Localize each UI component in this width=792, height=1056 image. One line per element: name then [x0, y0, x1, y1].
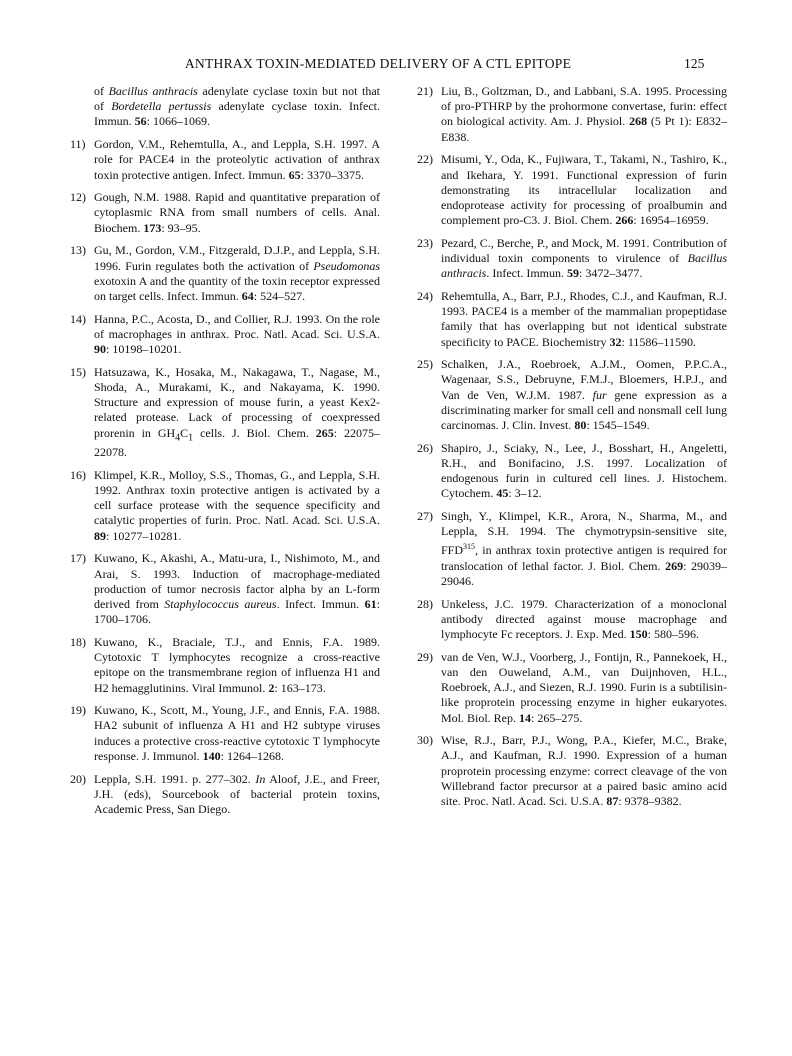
page-number: 125: [684, 56, 705, 71]
reference-column-right: [417, 84, 727, 817]
reference-item: 21) Liu, B., Goltzman, D., and Labbani, S.A. 1995. Processing of pro-PTHRP by the prohormone convertase, furin: effect on biological activity. Am. J. Physiol. 268 (5 Pt 1): E832–E838.: [417, 84, 728, 144]
reference-item: 19) Kuwano, K., Scott, M., Young, J.F., and Ennis, F.A. 1988. HA2 subunit of influenza A H1 and H2 subtype viruses induces a protective cross-reactive cytotoxic T lymphocyte response. J. Immunol. 140: 1264–1268.: [70, 703, 380, 763]
reference-item: 12) Gough, N.M. 1988. Rapid and quantitative preparation of cytoplasmic RNA from small numbers of cells. Anal. Biochem. 173: 93–95.: [70, 190, 380, 235]
reference-item: 15) Hatsuzawa, K., Hosaka, M., Nakagawa, T., Nagase, M., Shoda, A., Murakami, K., and Nakayama, K. 1990. Structure and expression of mouse furin, a yeast Kex2-related protease. Lack of processing of coexpressed prorenin in $GH_4C_1$ cells. J. Biol. Chem. 265: 22075–22078.: [70, 364, 380, 460]
reference-item: 28) Unkeless, J.C. 1979. Characterization of a monoclonal antibody directed against mouse macrophage and lymphocyte Fc receptors. J. Exp. Med. 150: 580–596.: [417, 596, 727, 641]
reference-item: 18) Kuwano, K., Braciale, T.J., and Ennis, F.A. 1989. Cytotoxic T lymphocytes recognize a cross-reactive epitope on the transmembrane region of influenza H1 and H2 hemagglutinins. Viral Immunol. 2: 163–173.: [70, 634, 380, 695]
reference-column-left: [70, 84, 380, 825]
reference-item: 29) van de Ven, W.J., Voorberg, J., Fontijn, R., Pannekoek, H., van den Ouweland, A.M., van Duijnhoven, H.L., Roebroek, A.J., and Siezen, R.J. 1990. Furin is a subtilisin-like proprotein processing enzyme in higher eukaryotes. Mol. Biol. Rep. 14: 265–275.: [417, 649, 727, 725]
reference-item: 22) Misumi, Y., Oda, K., Fujiwara, T., Takami, N., Tashiro, K., and Ikehara, Y. 1991. Functional expression of furin demonstrating its intracellular localization and endoprotease activity for processing of proalbumin and complement pro-C3. J. Biol. Chem. 266: 16954–16959.: [417, 152, 727, 228]
reference-item: 25) Schalken, J.A., Roebroek, A.J.M., Oomen, P.P.C.A., Wagenaar, S.S., Debruyne, F.M.J., Bloemers, H.P.J., and Van de Ven, W.J.M. 1987. fur gene expression as a discriminating marker for small cell and nonsmall cell lung carcinomas. J. Clin. Invest. 80: 1545–1549.: [417, 357, 728, 433]
reference-item: 23) Pezard, C., Berche, P., and Mock, M. 1991. Contribution of individual toxin components to virulence of Bacillus anthracis. Infect. Immun. 59: 3472–3477.: [417, 235, 727, 281]
reference-item: 14) Hanna, P.C., Acosta, D., and Collier, R.J. 1993. On the role of macrophages in anthrax. Proc. Natl. Acad. Sci. U.S.A. 90: 10198–10201.: [70, 311, 380, 357]
reference-item: 30) Wise, R.J., Barr, P.J., Wong, P.A., Kiefer, M.C., Brake, A.J., and Kaufman, R.J. 1990. Expression of a human proprotein processing enzyme: correct cleavage of the von Willebrand factor precursor at a paired basic amino acid site. Proc. Natl. Acad. Sci. U.S.A. 87: 9378–9382.: [417, 733, 727, 809]
reference-item: 16) Klimpel, K.R., Molloy, S.S., Thomas, G., and Leppla, S.H. 1992. Anthrax toxin protective antigen is activated by a cell surface protease with the sequence specificity and catalytic properties of furin. Proc. Natl. Acad. Sci. U.S.A. 89: 10277–10281.: [70, 467, 380, 543]
running-title: ANTHRAX TOXIN-MEDIATED DELIVERY OF A CTL EPITOPE: [184, 56, 572, 71]
reference-item: 26) Shapiro, J., Sciaky, N., Lee, J., Bosshart, H., Angeletti, R.H., and Bonifacino, J.S. 1997. Localization of endogenous furin in cultured cell lines. J. Histochem. Cytochem. 45: 3–12.: [417, 440, 727, 501]
reference-continuation: of Bacillus anthracis adenylate cyclase toxin but not that of Bordetella pertussis adenylate cyclase toxin. Infect. Immun. 56: 1066–1069.: [94, 84, 380, 129]
reference-item: 17) Kuwano, K., Akashi, A., Matu-ura, I., Nishimoto, M., and Arai, S. 1993. Induction of macrophage-mediated production of tumor necrosis factor alpha by an L-form derived from Staphylococcus aureus. Infect. Immun. 61: 1700–1706.: [70, 551, 380, 627]
reference-item: 24) Rehemtulla, A., Barr, P.J., Rhodes, C.J., and Kaufman, R.J. 1993. PACE4 is a member of the mammalian propeptidase family that has overlapping but not identical substrate specificity to PACE. Biochemistry 32: 11586–11590.: [417, 288, 727, 349]
reference-item: 11) Gordon, V.M., Rehemtulla, A., and Leppla, S.H. 1997. A role for PACE4 in the proteolytic activation of anthrax toxin protective antigen. Infect. Immun. 65: 3370–3375.: [70, 137, 380, 182]
reference-item: 13) Gu, M., Gordon, V.M., Fitzgerald, D.J.P., and Leppla, S.H. 1996. Furin regulates both the activation of Pseudomonas exotoxin A and the quantity of the toxin receptor expressed on target cells. Infect. Immun. 64: 524–527.: [70, 243, 380, 303]
reference-item: 20) Leppla, S.H. 1991. p. 277–302. In Aloof, J.E., and Freer, J.H. (eds), Sourcebook of bacterial protein toxins, Academic Press, San Diego.: [70, 771, 381, 816]
reference-item: 27) Singh, Y., Klimpel, K.R., Arora, N., Sharma, M., and Leppla, S.H. 1994. The chymotrypsin-sensitive site, FFD$^{315}$, in anthrax toxin protective antigen is required for translocation of lethal factor. J. Biol. Chem. 269: 29039–29046.: [417, 509, 727, 588]
